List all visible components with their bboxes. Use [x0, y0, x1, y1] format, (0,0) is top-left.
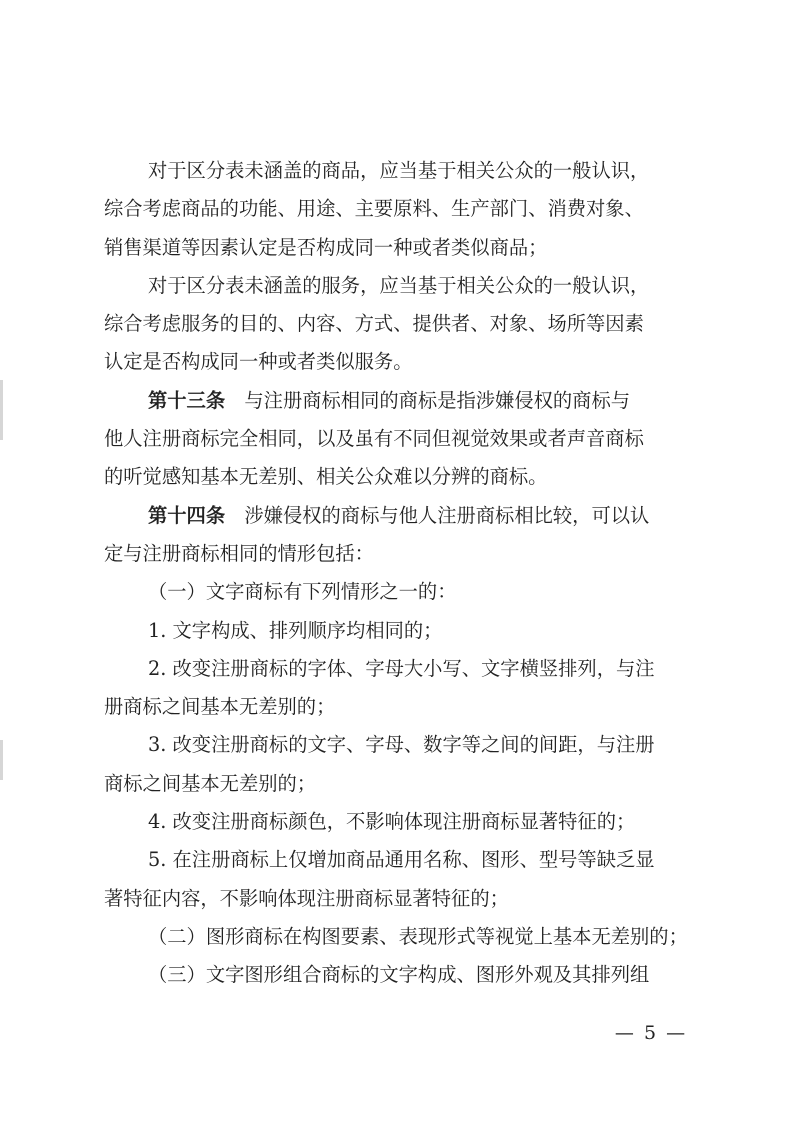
scan-edge-mark — [0, 740, 3, 780]
text-line — [104, 956, 704, 994]
text-line — [104, 841, 704, 879]
article-heading: 第十三条 — [148, 388, 226, 412]
text-line — [104, 420, 704, 458]
line-text: 1. 文字构成、排列顺序均相同的； — [148, 618, 443, 642]
line-text: 的听觉感知基本无差别、相关公众难以分辨的商标。 — [104, 465, 548, 489]
line-text: 涉嫌侵权的商标与他人注册商标相比较，可以认 — [225, 503, 650, 527]
text-line — [104, 573, 704, 611]
text-line — [104, 458, 704, 496]
text-line — [104, 535, 704, 573]
text-line — [104, 688, 704, 726]
text-line — [104, 343, 704, 381]
line-text: （二）图形商标在构图要素、表现形式等视觉上基本无差别的； — [148, 924, 688, 948]
line-text: 册商标之间基本无差别的； — [104, 695, 336, 719]
text-line — [104, 650, 704, 688]
text-line — [104, 497, 704, 535]
text-line — [104, 726, 704, 764]
line-text: （三）文字图形组合商标的文字构成、图形外观及其排列组 — [148, 963, 650, 987]
text-line — [104, 612, 704, 650]
line-text: 销售渠道等因素认定是否构成同一种或者类似商品； — [104, 235, 548, 259]
line-text: （一）文字商标有下列情形之一的： — [148, 580, 457, 604]
text-line — [104, 152, 704, 190]
line-text: 3. 改变注册商标的文字、字母、数字等之间的间距，与注册 — [148, 733, 655, 757]
line-text: 4. 改变注册商标颜色，不影响体现注册商标显著特征的； — [148, 810, 636, 834]
line-text: 定与注册商标相同的情形包括： — [104, 541, 374, 565]
text-line — [104, 305, 704, 343]
text-line — [104, 765, 704, 803]
line-text: 综合考虑服务的目的、内容、方式、提供者、对象、场所等因素 — [104, 312, 644, 336]
article-heading: 第十四条 — [148, 503, 226, 527]
line-text: 著特征内容，不影响体现注册商标显著特征的； — [104, 886, 509, 910]
line-text: 2. 改变注册商标的字体、字母大小写、文字横竖排列，与注 — [148, 656, 655, 680]
text-line — [104, 880, 704, 918]
text-line — [104, 803, 704, 841]
line-text: 对于区分表未涵盖的服务，应当基于相关公众的一般认识， — [148, 273, 650, 297]
line-text: 综合考虑商品的功能、用途、主要原料、生产部门、消费对象、 — [104, 197, 644, 221]
line-text: 认定是否构成同一种或者类似服务。 — [104, 350, 413, 374]
text-line — [104, 918, 704, 956]
line-text: 对于区分表未涵盖的商品，应当基于相关公众的一般认识， — [148, 159, 650, 182]
document-body — [104, 152, 704, 995]
text-line — [104, 190, 704, 228]
text-line — [104, 382, 704, 420]
scan-edge-mark — [0, 380, 3, 440]
text-line — [104, 229, 704, 267]
line-text: 与注册商标相同的商标是指涉嫌侵权的商标与 — [225, 388, 631, 412]
line-text: 5. 在注册商标上仅增加商品通用名称、图形、型号等缺乏显 — [148, 848, 655, 872]
line-text: 他人注册商标完全相同，以及虽有不同但视觉效果或者声音商标 — [104, 427, 644, 451]
text-line — [104, 267, 704, 305]
page-number: — 5 — — [614, 1022, 688, 1044]
line-text: 商标之间基本无差别的； — [104, 771, 317, 795]
